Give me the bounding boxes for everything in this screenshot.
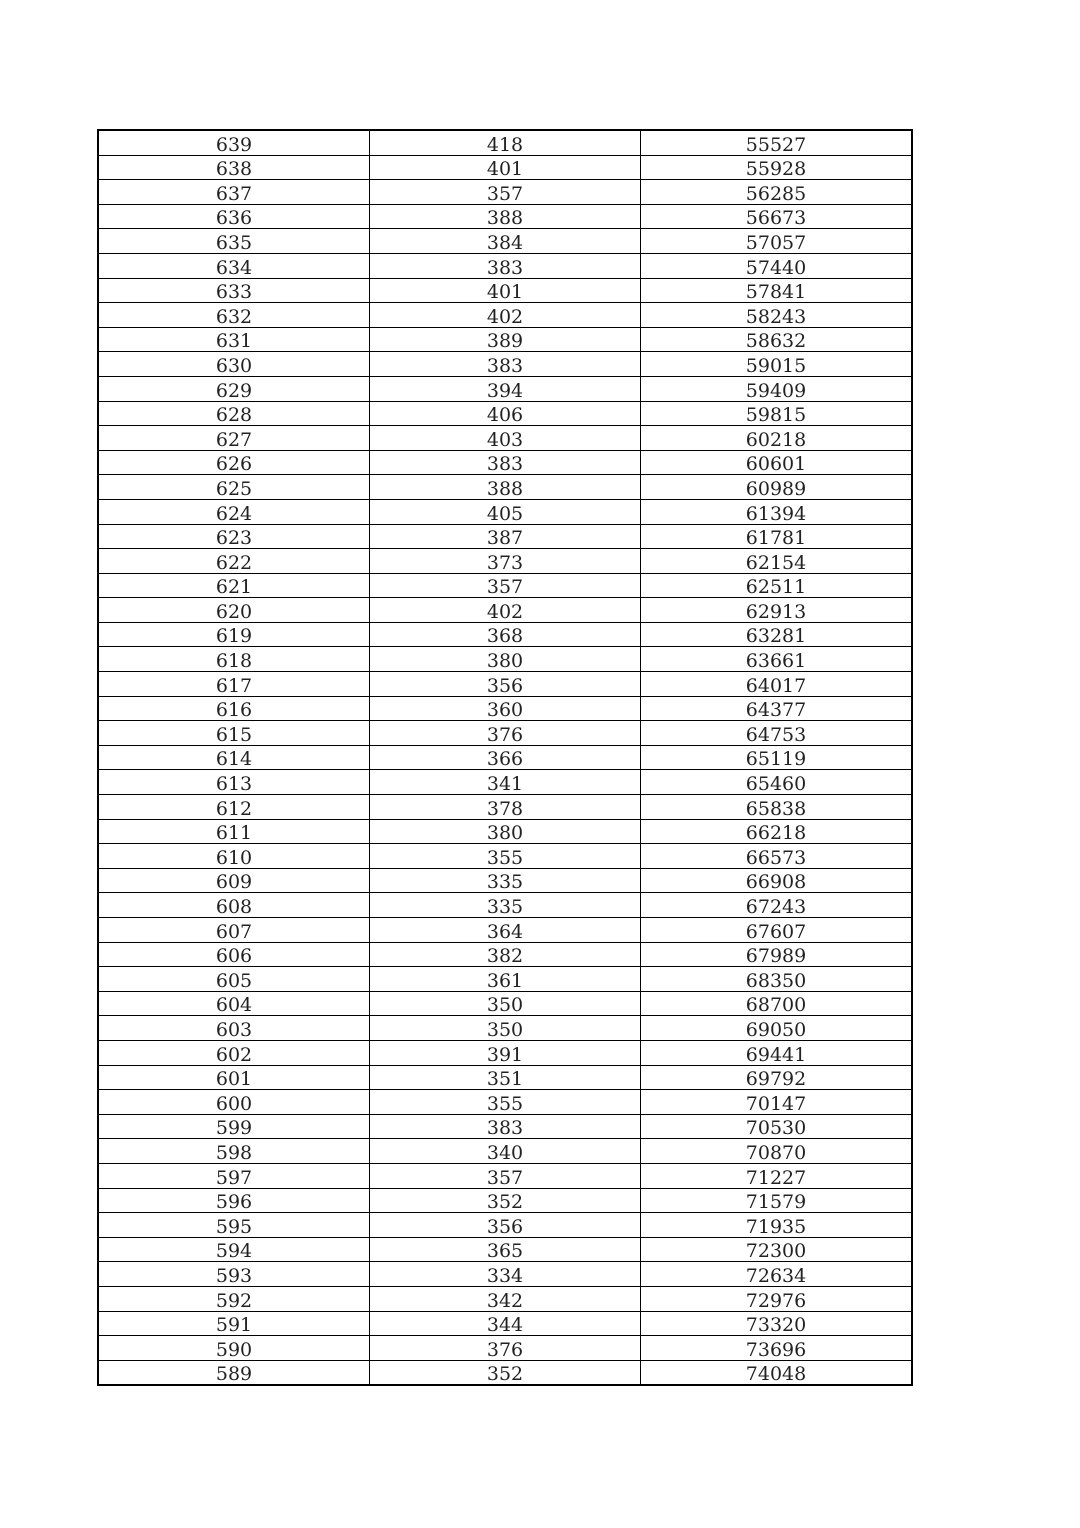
cumulative-cell: 68700 <box>641 991 913 1016</box>
count-cell: 383 <box>370 253 641 278</box>
table-row <box>98 1360 912 1385</box>
cumulative-cell: 59409 <box>641 376 913 401</box>
score-cell: 612 <box>98 795 370 820</box>
table-row <box>98 499 912 524</box>
cumulative-cell: 70870 <box>641 1139 913 1164</box>
table-row <box>98 253 912 278</box>
count-cell: 355 <box>370 1090 641 1115</box>
count-cell: 335 <box>370 868 641 893</box>
count-cell: 366 <box>370 745 641 770</box>
count-cell: 401 <box>370 278 641 303</box>
table-row <box>98 844 912 869</box>
table-body <box>98 130 912 1385</box>
table-row <box>98 942 912 967</box>
table-row <box>98 672 912 697</box>
count-cell: 384 <box>370 229 641 254</box>
cumulative-cell: 65119 <box>641 745 913 770</box>
score-cell: 596 <box>98 1188 370 1213</box>
table-row <box>98 1090 912 1115</box>
table-row <box>98 819 912 844</box>
table-row <box>98 1163 912 1188</box>
cumulative-cell: 59815 <box>641 401 913 426</box>
count-cell: 335 <box>370 893 641 918</box>
score-cell: 614 <box>98 745 370 770</box>
count-cell: 357 <box>370 573 641 598</box>
table-row <box>98 475 912 500</box>
count-cell: 402 <box>370 598 641 623</box>
cumulative-cell: 57440 <box>641 253 913 278</box>
table-row <box>98 426 912 451</box>
count-cell: 406 <box>370 401 641 426</box>
count-cell: 344 <box>370 1311 641 1336</box>
score-cell: 598 <box>98 1139 370 1164</box>
score-cell: 623 <box>98 524 370 549</box>
table-row <box>98 745 912 770</box>
count-cell: 360 <box>370 696 641 721</box>
table-row <box>98 278 912 303</box>
count-cell: 383 <box>370 352 641 377</box>
table-row <box>98 524 912 549</box>
table-row <box>98 327 912 352</box>
cumulative-cell: 64753 <box>641 721 913 746</box>
table-row <box>98 1311 912 1336</box>
score-cell: 631 <box>98 327 370 352</box>
count-cell: 388 <box>370 204 641 229</box>
count-cell: 342 <box>370 1286 641 1311</box>
cumulative-cell: 62511 <box>641 573 913 598</box>
cumulative-cell: 70530 <box>641 1114 913 1139</box>
score-cell: 599 <box>98 1114 370 1139</box>
count-cell: 402 <box>370 303 641 328</box>
count-cell: 387 <box>370 524 641 549</box>
score-cell: 593 <box>98 1262 370 1287</box>
table-row <box>98 647 912 672</box>
cumulative-cell: 67243 <box>641 893 913 918</box>
count-cell: 418 <box>370 130 641 155</box>
count-cell: 352 <box>370 1188 641 1213</box>
cumulative-cell: 74048 <box>641 1360 913 1385</box>
count-cell: 361 <box>370 967 641 992</box>
score-cell: 634 <box>98 253 370 278</box>
cumulative-cell: 62913 <box>641 598 913 623</box>
score-cell: 594 <box>98 1237 370 1262</box>
cumulative-cell: 56673 <box>641 204 913 229</box>
score-cell: 602 <box>98 1040 370 1065</box>
count-cell: 383 <box>370 1114 641 1139</box>
count-cell: 383 <box>370 450 641 475</box>
cumulative-cell: 64017 <box>641 672 913 697</box>
score-cell: 609 <box>98 868 370 893</box>
cumulative-cell: 61394 <box>641 499 913 524</box>
score-cell: 603 <box>98 1016 370 1041</box>
table-row <box>98 155 912 180</box>
cumulative-cell: 65460 <box>641 770 913 795</box>
count-cell: 388 <box>370 475 641 500</box>
cumulative-cell: 57057 <box>641 229 913 254</box>
table-row <box>98 376 912 401</box>
score-cell: 627 <box>98 426 370 451</box>
score-cell: 629 <box>98 376 370 401</box>
score-cell: 601 <box>98 1065 370 1090</box>
cumulative-cell: 66218 <box>641 819 913 844</box>
table-row <box>98 1336 912 1361</box>
table-row <box>98 598 912 623</box>
table-row <box>98 1237 912 1262</box>
table-row <box>98 1286 912 1311</box>
table-row <box>98 352 912 377</box>
count-cell: 389 <box>370 327 641 352</box>
table-row <box>98 893 912 918</box>
count-cell: 357 <box>370 180 641 205</box>
cumulative-cell: 69050 <box>641 1016 913 1041</box>
score-cell: 591 <box>98 1311 370 1336</box>
table-row <box>98 450 912 475</box>
score-cell: 611 <box>98 819 370 844</box>
cumulative-cell: 59015 <box>641 352 913 377</box>
score-cell: 628 <box>98 401 370 426</box>
cumulative-cell: 57841 <box>641 278 913 303</box>
table-row <box>98 721 912 746</box>
table-row <box>98 549 912 574</box>
count-cell: 376 <box>370 721 641 746</box>
score-cell: 616 <box>98 696 370 721</box>
cumulative-cell: 58243 <box>641 303 913 328</box>
score-cell: 633 <box>98 278 370 303</box>
count-cell: 382 <box>370 942 641 967</box>
cumulative-cell: 62154 <box>641 549 913 574</box>
count-cell: 357 <box>370 1163 641 1188</box>
table-row <box>98 770 912 795</box>
count-cell: 340 <box>370 1139 641 1164</box>
count-cell: 356 <box>370 1213 641 1238</box>
table-row <box>98 622 912 647</box>
score-cell: 615 <box>98 721 370 746</box>
score-cell: 595 <box>98 1213 370 1238</box>
cumulative-cell: 63661 <box>641 647 913 672</box>
score-cell: 632 <box>98 303 370 328</box>
cumulative-cell: 66908 <box>641 868 913 893</box>
table-row <box>98 967 912 992</box>
table-row <box>98 1040 912 1065</box>
score-cell: 589 <box>98 1360 370 1385</box>
score-cell: 639 <box>98 130 370 155</box>
cumulative-cell: 68350 <box>641 967 913 992</box>
score-cell: 622 <box>98 549 370 574</box>
table-row <box>98 1262 912 1287</box>
count-cell: 334 <box>370 1262 641 1287</box>
table-row <box>98 918 912 943</box>
table-row <box>98 1188 912 1213</box>
table-row <box>98 1016 912 1041</box>
cumulative-cell: 67607 <box>641 918 913 943</box>
table-row <box>98 795 912 820</box>
table-row <box>98 130 912 155</box>
cumulative-cell: 72976 <box>641 1286 913 1311</box>
score-cell: 617 <box>98 672 370 697</box>
table-row <box>98 1213 912 1238</box>
cumulative-cell: 60601 <box>641 450 913 475</box>
count-cell: 364 <box>370 918 641 943</box>
count-cell: 380 <box>370 819 641 844</box>
cumulative-cell: 65838 <box>641 795 913 820</box>
table-row <box>98 868 912 893</box>
score-cell: 626 <box>98 450 370 475</box>
cumulative-cell: 63281 <box>641 622 913 647</box>
score-cell: 635 <box>98 229 370 254</box>
cumulative-cell: 56285 <box>641 180 913 205</box>
score-cell: 597 <box>98 1163 370 1188</box>
cumulative-cell: 71579 <box>641 1188 913 1213</box>
score-cell: 636 <box>98 204 370 229</box>
count-cell: 391 <box>370 1040 641 1065</box>
score-cell: 590 <box>98 1336 370 1361</box>
table-row <box>98 573 912 598</box>
cumulative-cell: 73696 <box>641 1336 913 1361</box>
cumulative-cell: 60218 <box>641 426 913 451</box>
count-cell: 351 <box>370 1065 641 1090</box>
score-cell: 619 <box>98 622 370 647</box>
score-cell: 605 <box>98 967 370 992</box>
cumulative-cell: 73320 <box>641 1311 913 1336</box>
table-row <box>98 204 912 229</box>
score-cell: 606 <box>98 942 370 967</box>
score-cell: 618 <box>98 647 370 672</box>
count-cell: 376 <box>370 1336 641 1361</box>
score-cell: 608 <box>98 893 370 918</box>
count-cell: 341 <box>370 770 641 795</box>
cumulative-cell: 72634 <box>641 1262 913 1287</box>
score-cell: 610 <box>98 844 370 869</box>
count-cell: 378 <box>370 795 641 820</box>
score-cell: 621 <box>98 573 370 598</box>
score-cell: 607 <box>98 918 370 943</box>
table-row <box>98 1065 912 1090</box>
score-cell: 638 <box>98 155 370 180</box>
count-cell: 401 <box>370 155 641 180</box>
cumulative-cell: 58632 <box>641 327 913 352</box>
score-cell: 620 <box>98 598 370 623</box>
table-row <box>98 1139 912 1164</box>
cumulative-cell: 55928 <box>641 155 913 180</box>
cumulative-cell: 72300 <box>641 1237 913 1262</box>
score-cell: 592 <box>98 1286 370 1311</box>
cumulative-cell: 71935 <box>641 1213 913 1238</box>
score-cell: 637 <box>98 180 370 205</box>
cumulative-cell: 64377 <box>641 696 913 721</box>
count-cell: 373 <box>370 549 641 574</box>
cumulative-cell: 55527 <box>641 130 913 155</box>
cumulative-cell: 66573 <box>641 844 913 869</box>
count-cell: 350 <box>370 1016 641 1041</box>
score-cell: 624 <box>98 499 370 524</box>
count-cell: 394 <box>370 376 641 401</box>
cumulative-cell: 67989 <box>641 942 913 967</box>
count-cell: 350 <box>370 991 641 1016</box>
cumulative-cell: 69792 <box>641 1065 913 1090</box>
score-distribution-table <box>97 129 913 1386</box>
count-cell: 380 <box>370 647 641 672</box>
score-cell: 613 <box>98 770 370 795</box>
count-cell: 356 <box>370 672 641 697</box>
cumulative-cell: 70147 <box>641 1090 913 1115</box>
table-row <box>98 303 912 328</box>
count-cell: 352 <box>370 1360 641 1385</box>
table-row <box>98 180 912 205</box>
table-row <box>98 229 912 254</box>
score-cell: 625 <box>98 475 370 500</box>
count-cell: 365 <box>370 1237 641 1262</box>
count-cell: 403 <box>370 426 641 451</box>
score-cell: 600 <box>98 1090 370 1115</box>
table-row <box>98 696 912 721</box>
count-cell: 355 <box>370 844 641 869</box>
cumulative-cell: 69441 <box>641 1040 913 1065</box>
score-cell: 630 <box>98 352 370 377</box>
table-row <box>98 401 912 426</box>
score-cell: 604 <box>98 991 370 1016</box>
cumulative-cell: 61781 <box>641 524 913 549</box>
cumulative-cell: 60989 <box>641 475 913 500</box>
cumulative-cell: 71227 <box>641 1163 913 1188</box>
count-cell: 405 <box>370 499 641 524</box>
count-cell: 368 <box>370 622 641 647</box>
table-row <box>98 1114 912 1139</box>
table-row <box>98 991 912 1016</box>
